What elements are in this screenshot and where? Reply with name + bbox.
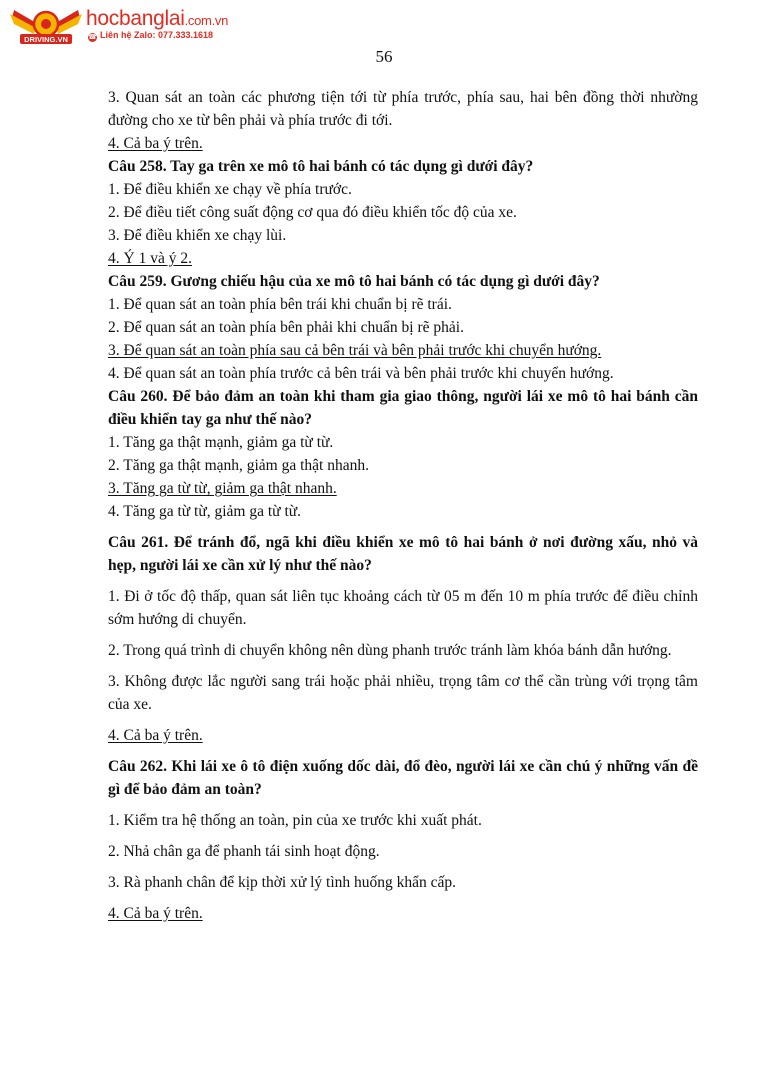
- brand-main: hocbanglai: [86, 7, 185, 30]
- question-258: Câu 258. Tay ga trên xe mô tô hai bánh có tác dụng gì dưới đây?: [108, 158, 534, 175]
- answer-option: 1. Để quan sát an toàn phía bên trái khi chuẩn bị rẽ trái.: [108, 296, 452, 313]
- answer-option: 1. Kiểm tra hệ thống an toàn, pin của xe trước khi xuất phát.: [108, 812, 482, 829]
- correct-answer: 4. Cả ba ý trên.: [108, 135, 203, 152]
- brand-name: [86, 7, 228, 31]
- question-260: Câu 260. Để bảo đảm an toàn khi tham gia giao thông, người lái xe mô tô hai bánh cần điều khiển tay ga như thế nào?: [108, 388, 698, 428]
- correct-answer: 4. Cả ba ý trên.: [108, 905, 203, 922]
- correct-answer: 3. Để quan sát an toàn phía sau cả bên trái và bên phải trước khi chuyển hướng.: [108, 342, 602, 359]
- answer-option: 3. Quan sát an toàn các phương tiện tới từ phía trước, phía sau, hai bên đồng thời nhường đường cho xe từ bên phải và phía trước đi tới.: [108, 89, 698, 129]
- answer-option: 1. Đi ở tốc độ thấp, quan sát liên tục khoảng cách từ 05 m đến 10 m phía trước để điều chỉnh sớm hướng di chuyển.: [108, 588, 698, 628]
- correct-answer: 4. Ý 1 và ý 2.: [108, 250, 192, 267]
- brand-tld: .com.vn: [184, 13, 229, 28]
- question-261: Câu 261. Để tránh đổ, ngã khi điều khiển xe mô tô hai bánh ở nơi đường xấu, nhỏ và hẹp, người lái xe cần xử lý như thế nào?: [108, 534, 698, 574]
- answer-option: 1. Để điều khiển xe chạy về phía trước.: [108, 181, 352, 198]
- site-header: [8, 4, 258, 48]
- brand-contact: [88, 30, 213, 42]
- answer-option: 3. Không được lắc người sang trái hoặc phải nhiều, trọng tâm cơ thể cần trùng với trọng tâm của xe.: [108, 673, 698, 713]
- driving-vn-logo: [8, 4, 84, 46]
- answer-option: 2. Trong quá trình di chuyển không nên dùng phanh trước tránh làm khóa bánh dẫn hướng.: [108, 642, 672, 659]
- page-content: [108, 86, 698, 925]
- question-259: Câu 259. Gương chiếu hậu của xe mô tô hai bánh có tác dụng gì dưới đây?: [108, 273, 600, 290]
- answer-option: 2. Để quan sát an toàn phía bên phải khi chuẩn bị rẽ phải.: [108, 319, 464, 336]
- answer-option: 2. Để điều tiết công suất động cơ qua đó điều khiển tốc độ của xe.: [108, 204, 517, 221]
- contact-text: Liên hệ Zalo: 077.333.1618: [100, 30, 214, 40]
- page-number: 56: [375, 47, 393, 66]
- question-262: Câu 262. Khi lái xe ô tô điện xuống dốc dài, đổ đèo, người lái xe cần chú ý những vấn đề gì để bảo đảm an toàn?: [108, 758, 698, 798]
- correct-answer: 3. Tăng ga từ từ, giảm ga thật nhanh.: [108, 480, 337, 497]
- answer-option: 2. Tăng ga thật mạnh, giảm ga thật nhanh.: [108, 457, 369, 474]
- answer-option: 2. Nhả chân ga để phanh tái sinh hoạt động.: [108, 843, 380, 860]
- answer-option: 4. Để quan sát an toàn phía trước cả bên trái và bên phải trước khi chuyển hướng.: [108, 365, 614, 382]
- answer-option: 3. Để điều khiển xe chạy lùi.: [108, 227, 287, 244]
- answer-option: 3. Rà phanh chân để kịp thời xử lý tình huống khẩn cấp.: [108, 874, 457, 891]
- answer-option: 1. Tăng ga thật mạnh, giảm ga từ từ.: [108, 434, 334, 451]
- logo-text: DRIVING.VN: [24, 35, 68, 44]
- phone-icon: ☎: [88, 34, 97, 41]
- answer-option: 4. Tăng ga từ từ, giảm ga từ từ.: [108, 503, 302, 520]
- correct-answer: 4. Cả ba ý trên.: [108, 727, 203, 744]
